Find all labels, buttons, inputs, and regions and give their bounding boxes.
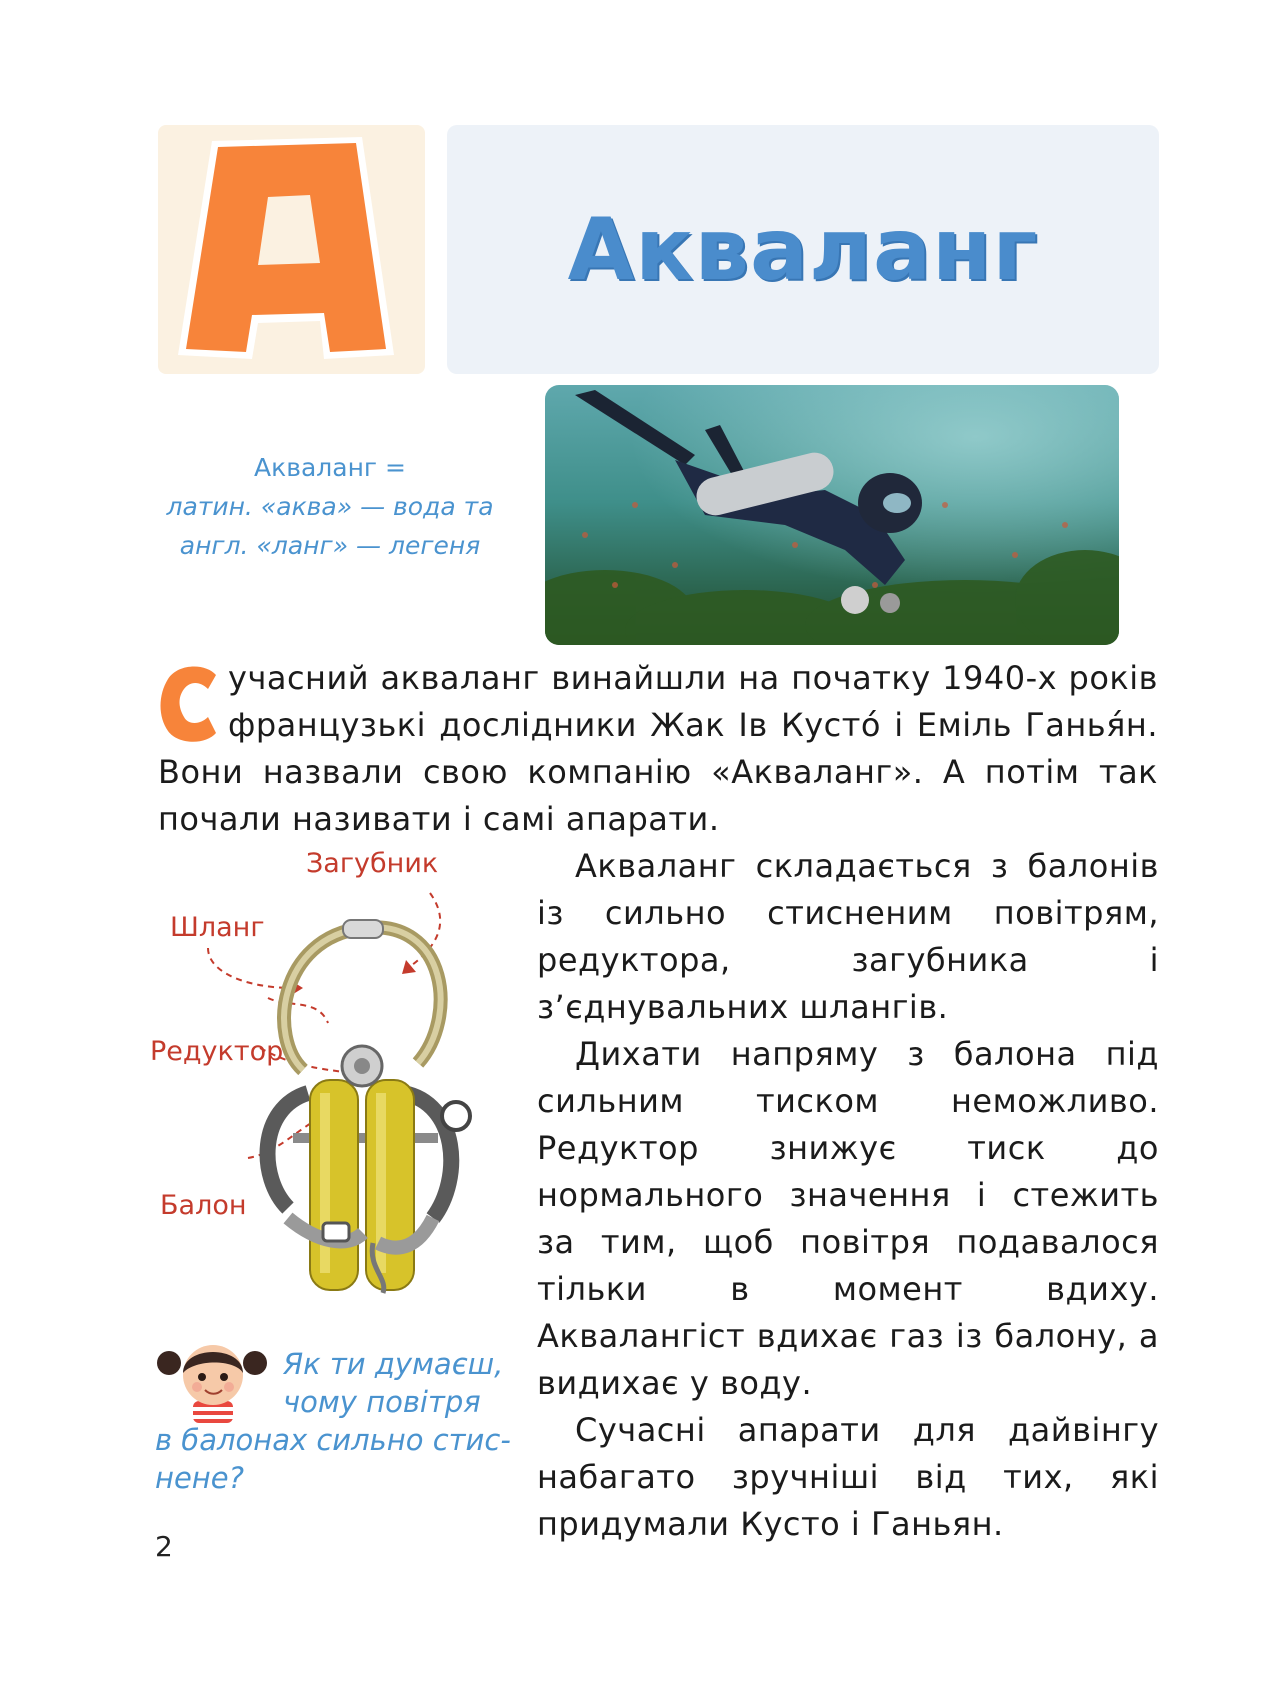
intro-paragraph (158, 655, 1158, 843)
main-text-column (537, 843, 1159, 1548)
etymology-line-3: англ. «ланг» — легеня (179, 531, 481, 560)
question-line-2: чому повітря (283, 1385, 481, 1419)
paragraph-1: Акваланг складається з балонів із сильно стисненим повітрям, редуктора, загубника і з’єднувальних шлангів. (537, 847, 1159, 1026)
letter-box (158, 125, 425, 374)
letter-a-graphic (172, 133, 400, 363)
question-note (155, 1345, 511, 1497)
label-hose: Шланг (170, 912, 265, 943)
page-title: Акваланг (567, 199, 1039, 300)
diver-illustration (545, 385, 1119, 645)
dropcap-graphic (158, 661, 222, 746)
label-cylinder: Балон (160, 1190, 247, 1221)
question-line-1: Як ти думаєш, (283, 1347, 504, 1381)
etymology-line-1: Акваланг = (254, 453, 406, 482)
question-line-3: в балонах сильно стис- (155, 1423, 511, 1457)
diver-photo (545, 385, 1119, 645)
page-number: 2 (155, 1530, 173, 1563)
scuba-diagram (148, 848, 508, 1318)
intro-text: учасний акваланг винайшли на початку 1940-х років французькі дослідники Жак Ів Кусто́ і Еміль Ганья́н. Вони назвали свою компанію «Акваланг». А потім так почали називати і самі апарати. (158, 659, 1158, 838)
etymology-line-2: латин. «аква» — вода та (166, 492, 494, 521)
question-line-4: нене? (155, 1461, 244, 1495)
label-mouthpiece: Загубник (306, 848, 439, 879)
title-box (447, 125, 1159, 374)
etymology-note (160, 448, 500, 565)
paragraph-2: Дихати напряму з балона під сильним тиском неможливо. Редуктор знижує тиск до нормального значення і стежить за тим, щоб повітря подавалося тільки в момент вдиху. Аквалангіст вдихає газ із балону, а видихає у воду. (537, 1035, 1159, 1402)
paragraph-3: Сучасні апарати для дайвінгу набагато зручніші від тих, які придумали Кусто і Ганьян. (537, 1411, 1159, 1543)
label-regulator: Редуктор (150, 1036, 284, 1067)
